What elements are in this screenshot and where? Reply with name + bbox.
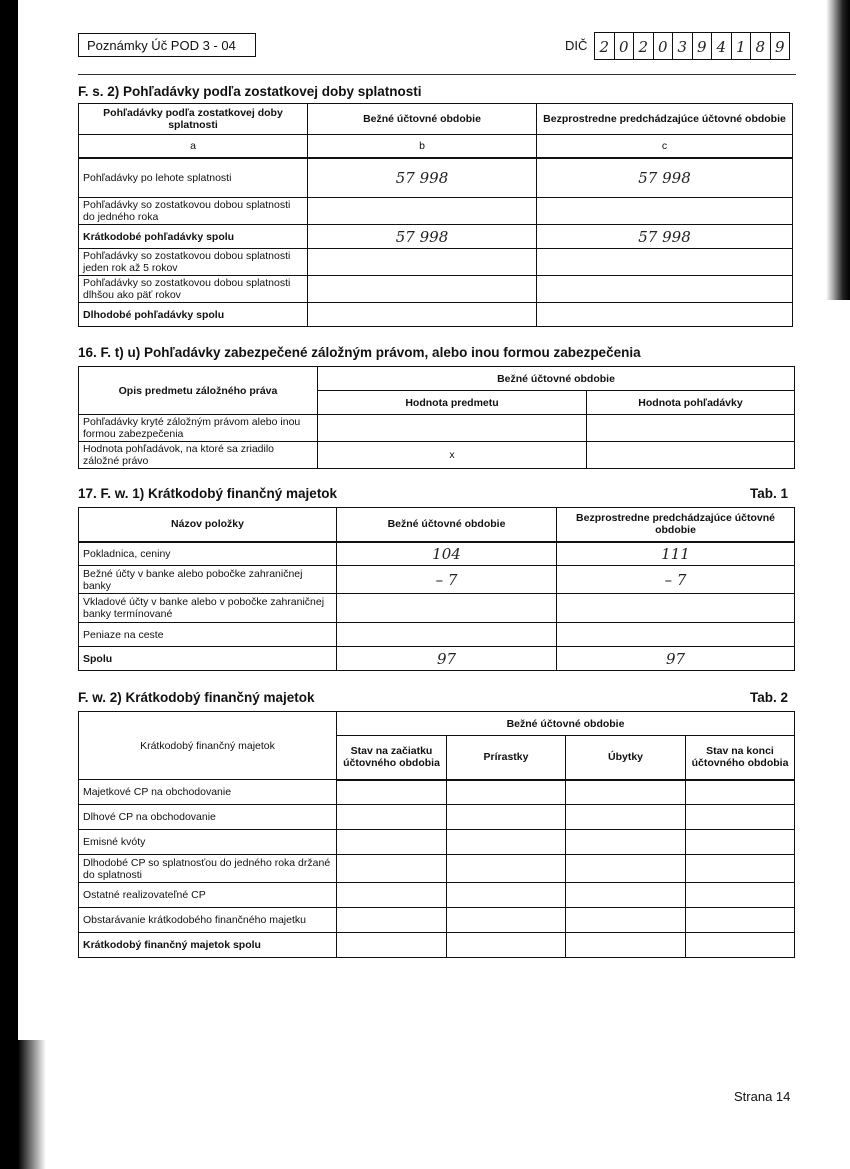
value-previous[interactable]: 97: [557, 647, 795, 671]
value-previous[interactable]: 57 998: [537, 158, 793, 198]
dic-digit[interactable]: 2: [595, 33, 615, 59]
value-end[interactable]: [686, 805, 795, 830]
col-letter: b: [308, 135, 537, 158]
value-end[interactable]: [686, 855, 795, 883]
row-label: Pohľadávky po lehote splatnosti: [79, 158, 308, 198]
dic-digit[interactable]: 8: [751, 33, 771, 59]
value-start[interactable]: [337, 933, 447, 958]
value-current[interactable]: 57 998: [308, 158, 537, 198]
value-end[interactable]: [686, 883, 795, 908]
section-title-16: 16. F. t) u) Pohľadávky zabezpečené záložným právom, alebo inou formou zabezpečenia: [78, 345, 641, 360]
dic-digit[interactable]: 9: [693, 33, 713, 59]
value-receivable[interactable]: [587, 442, 795, 469]
dic-digit[interactable]: 1: [732, 33, 752, 59]
row-label: Krátkodobý finančný majetok spolu: [79, 933, 337, 958]
row-label: Pohľadávky kryté záložným právom alebo inou formou zabezpečenia: [79, 415, 318, 442]
scan-noise-left: [18, 1040, 46, 1169]
form-id-box: Poznámky Úč POD 3 - 04: [78, 33, 256, 57]
value-additions[interactable]: [447, 908, 566, 933]
col-header: Stav na začiatku účtovného obdobia: [337, 736, 447, 780]
table-row: [79, 542, 795, 566]
table-short-term-financial-assets-2: [78, 711, 795, 958]
table-row: [79, 158, 793, 198]
dic-digit[interactable]: 3: [673, 33, 693, 59]
value-start[interactable]: [337, 908, 447, 933]
header-divider: [78, 74, 796, 75]
value-disposals[interactable]: [566, 780, 686, 805]
dic-label: DIČ: [565, 38, 588, 53]
table-row: [79, 623, 795, 647]
value-disposals[interactable]: [566, 830, 686, 855]
table-row: [79, 883, 795, 908]
col-header: Krátkodobý finančný majetok: [79, 712, 337, 780]
value-disposals[interactable]: [566, 933, 686, 958]
value-disposals[interactable]: [566, 883, 686, 908]
scan-noise-right: [826, 0, 850, 300]
row-label: Vkladové účty v banke alebo v pobočke zahraničnej banky termínované: [79, 594, 337, 623]
value-additions[interactable]: [447, 883, 566, 908]
row-label: Pohľadávky so zostatkovou dobou splatnosti do jedného roka: [79, 198, 308, 225]
value-previous[interactable]: 57 998: [537, 225, 793, 249]
table-row: [79, 594, 795, 623]
value-additions[interactable]: [447, 780, 566, 805]
dic-digit[interactable]: 0: [615, 33, 635, 59]
row-label: Krátkodobé pohľadávky spolu: [79, 225, 308, 249]
col-header: Úbytky: [566, 736, 686, 780]
value-current[interactable]: [308, 276, 537, 303]
row-label: Dlhodobé pohľadávky spolu: [79, 303, 308, 327]
value-end[interactable]: [686, 780, 795, 805]
value-additions[interactable]: [447, 805, 566, 830]
value-start[interactable]: [337, 830, 447, 855]
section-title-fw2: F. w. 2) Krátkodobý finančný majetok: [78, 690, 315, 705]
table-row: [79, 830, 795, 855]
section-title-fs2: F. s. 2) Pohľadávky podľa zostatkovej doby splatnosti: [78, 84, 422, 99]
value-previous[interactable]: [537, 276, 793, 303]
table-row: [79, 225, 793, 249]
table-row: [79, 198, 793, 225]
col-header: Opis predmetu záložného práva: [79, 367, 318, 415]
col-letter: a: [79, 135, 308, 158]
row-label: Peniaze na ceste: [79, 623, 337, 647]
value-current[interactable]: 97: [337, 647, 557, 671]
value-start[interactable]: [337, 855, 447, 883]
value-current[interactable]: 57 998: [308, 225, 537, 249]
dic-digit[interactable]: 4: [712, 33, 732, 59]
row-label: Pokladnica, ceniny: [79, 542, 337, 566]
value-additions[interactable]: [447, 933, 566, 958]
value-start[interactable]: [337, 805, 447, 830]
value-previous[interactable]: [537, 303, 793, 327]
table-row: [79, 415, 795, 442]
row-label: Ostatné realizovateľné CP: [79, 883, 337, 908]
value-end[interactable]: [686, 908, 795, 933]
section-title-17: 17. F. w. 1) Krátkodobý finančný majetok: [78, 486, 338, 501]
row-label: Pohľadávky so zostatkovou dobou splatnosti jeden rok až 5 rokov: [79, 249, 308, 276]
table-row: [79, 249, 793, 276]
value-additions[interactable]: [447, 830, 566, 855]
value-current[interactable]: [337, 623, 557, 647]
scan-border-left: [0, 0, 18, 1169]
value-end[interactable]: [686, 830, 795, 855]
table-row: [79, 933, 795, 958]
value-current[interactable]: [308, 249, 537, 276]
table-row: [79, 566, 795, 594]
value-additions[interactable]: [447, 855, 566, 883]
table-row: [79, 442, 795, 469]
col-header: Hodnota pohľadávky: [587, 391, 795, 415]
value-disposals[interactable]: [566, 805, 686, 830]
value-previous[interactable]: [537, 198, 793, 225]
value-subject[interactable]: x: [318, 442, 587, 469]
value-start[interactable]: [337, 883, 447, 908]
col-letter: c: [537, 135, 793, 158]
table-short-term-financial-assets-1: [78, 507, 795, 671]
col-header: Prírastky: [447, 736, 566, 780]
value-current[interactable]: – 7: [337, 566, 557, 594]
value-previous[interactable]: – 7: [557, 566, 795, 594]
value-previous[interactable]: [537, 249, 793, 276]
value-current[interactable]: [337, 594, 557, 623]
table-secured-receivables: [78, 366, 795, 469]
table-row: [79, 780, 795, 805]
value-previous[interactable]: [557, 594, 795, 623]
col-header: Názov položky: [79, 508, 337, 542]
col-header: Bezprostredne predchádzajúce účtovné obdobie: [557, 508, 795, 542]
table-row: [79, 805, 795, 830]
table-row: [79, 276, 793, 303]
value-subject[interactable]: [318, 415, 587, 442]
table-receivables-maturity: [78, 103, 793, 327]
col-header: Stav na konci účtovného obdobia: [686, 736, 795, 780]
row-label: Obstarávanie krátkodobého finančného majetku: [79, 908, 337, 933]
table-row: [79, 647, 795, 671]
table-row: [79, 303, 793, 327]
dic-digit[interactable]: 2: [634, 33, 654, 59]
dic-digit[interactable]: 0: [654, 33, 674, 59]
row-label: Hodnota pohľadávok, na ktoré sa zriadilo záložné právo: [79, 442, 318, 469]
row-label: Dlhové CP na obchodovanie: [79, 805, 337, 830]
value-start[interactable]: [337, 780, 447, 805]
value-disposals[interactable]: [566, 908, 686, 933]
table-row: [79, 908, 795, 933]
col-group-header: Bežné účtovné obdobie: [337, 712, 795, 736]
row-label: Majetkové CP na obchodovanie: [79, 780, 337, 805]
col-header: Bežné účtovné obdobie: [308, 104, 537, 135]
dic-digit[interactable]: 9: [774, 38, 785, 56]
row-label: Spolu: [79, 647, 337, 671]
row-label: Pohľadávky so zostatkovou dobou splatnosti dlhšou ako päť rokov: [79, 276, 308, 303]
table-row: [79, 855, 795, 883]
value-current[interactable]: 104: [337, 542, 557, 566]
page-number: Strana 14: [734, 1089, 791, 1104]
value-end[interactable]: [686, 933, 795, 958]
col-header: Pohľadávky podľa zostatkovej doby splatnosti: [79, 104, 308, 135]
tab-label-2: Tab. 2: [750, 690, 789, 705]
value-previous[interactable]: 111: [557, 542, 795, 566]
value-receivable[interactable]: [587, 415, 795, 442]
tab-label-1: Tab. 1: [750, 486, 789, 501]
col-header: Bezprostredne predchádzajúce účtovné obdobie: [537, 104, 793, 135]
dic-field[interactable]: [594, 32, 790, 60]
value-disposals[interactable]: [566, 855, 686, 883]
value-current[interactable]: [308, 303, 537, 327]
value-current[interactable]: [308, 198, 537, 225]
row-label: Bežné účty v banke alebo pobočke zahraničnej banky: [79, 566, 337, 594]
col-group-header: Bežné účtovné obdobie: [318, 367, 795, 391]
col-header: Hodnota predmetu: [318, 391, 587, 415]
row-label: Emisné kvóty: [79, 830, 337, 855]
row-label: Dlhodobé CP so splatnosťou do jedného roka držané do splatnosti: [79, 855, 337, 883]
value-previous[interactable]: [557, 623, 795, 647]
col-header: Bežné účtovné obdobie: [337, 508, 557, 542]
